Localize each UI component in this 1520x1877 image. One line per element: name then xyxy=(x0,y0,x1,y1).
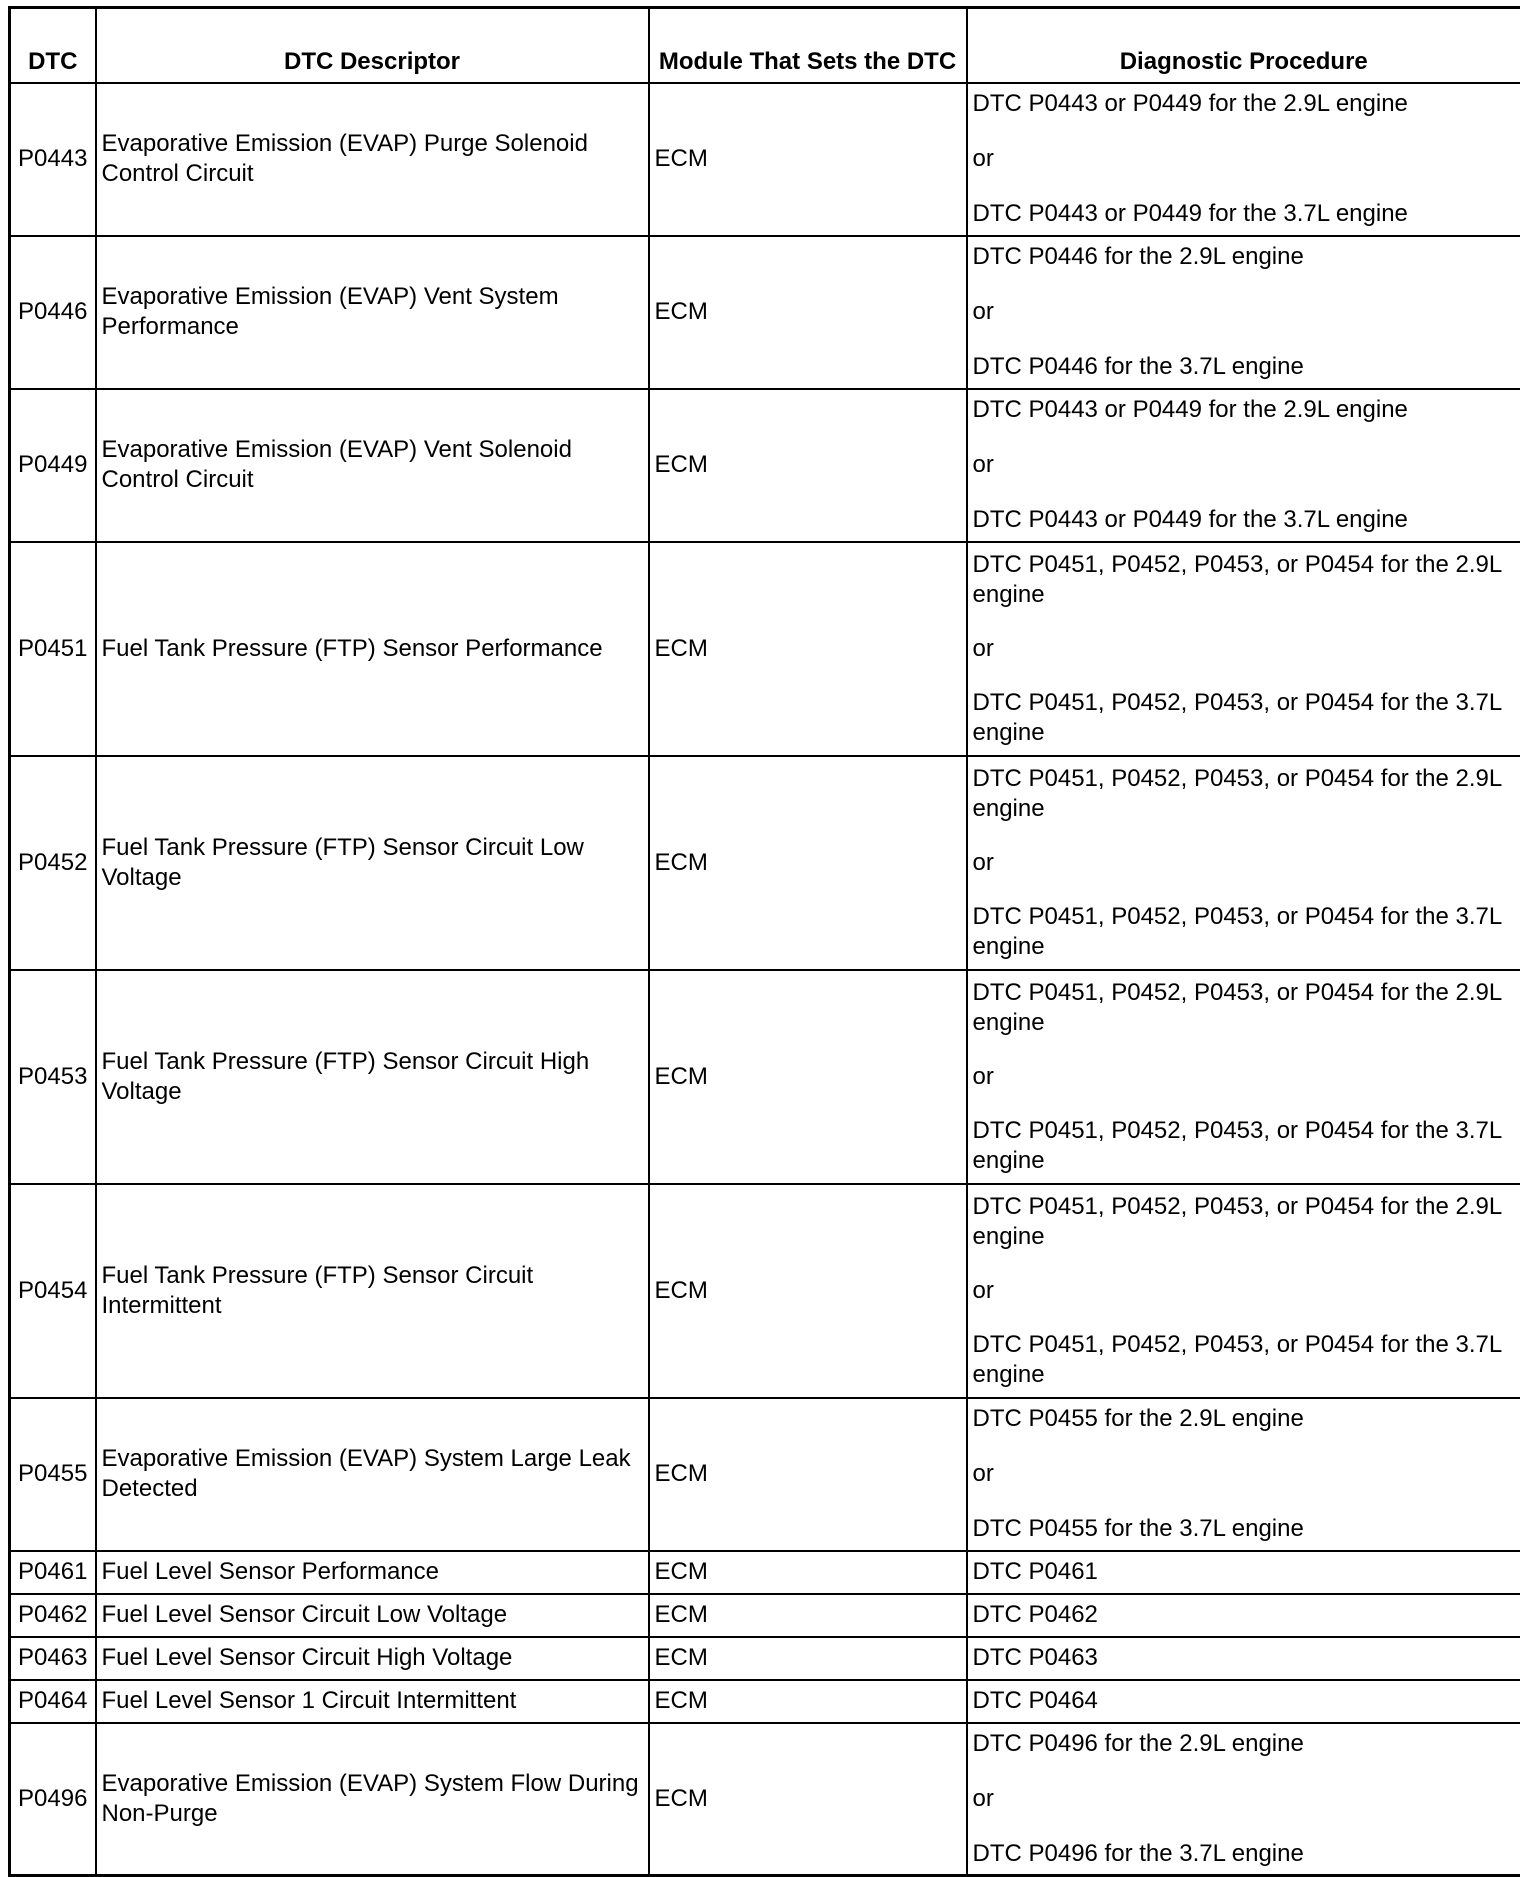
module: ECM xyxy=(649,542,967,756)
dtc-descriptor: Fuel Tank Pressure (FTP) Sensor Performance xyxy=(96,542,649,756)
dtc-code: P0446 xyxy=(10,236,96,389)
table-row xyxy=(10,236,1520,389)
procedure-link[interactable]: DTC P0451, P0452, P0453, or P0454 for the 2.9L engine xyxy=(973,764,1516,824)
procedure-link[interactable]: DTC P0455 for the 3.7L engine xyxy=(973,1514,1516,1544)
dtc-descriptor: Fuel Tank Pressure (FTP) Sensor Circuit Intermittent xyxy=(96,1184,649,1398)
procedure-link[interactable]: DTC P0463 xyxy=(967,1637,1520,1680)
table-row xyxy=(10,1594,1520,1637)
module: ECM xyxy=(649,756,967,970)
dtc-descriptor: Fuel Level Sensor Circuit High Voltage xyxy=(96,1637,649,1680)
procedure-or: or xyxy=(973,450,1516,480)
table-row xyxy=(10,83,1520,236)
dtc-descriptor: Fuel Tank Pressure (FTP) Sensor Circuit High Voltage xyxy=(96,970,649,1184)
diagnostic-procedure xyxy=(967,389,1520,542)
procedure-or: or xyxy=(973,144,1516,174)
dtc-descriptor: Evaporative Emission (EVAP) System Large Leak Detected xyxy=(96,1398,649,1551)
procedure-link[interactable]: DTC P0451, P0452, P0453, or P0454 for the 3.7L engine xyxy=(973,1116,1516,1176)
table-row xyxy=(10,1723,1520,1876)
table-row xyxy=(10,1551,1520,1594)
dtc-code: P0453 xyxy=(10,970,96,1184)
dtc-descriptor: Fuel Level Sensor Circuit Low Voltage xyxy=(96,1594,649,1637)
table-row xyxy=(10,1184,1520,1398)
module: ECM xyxy=(649,1594,967,1637)
dtc-descriptor: Evaporative Emission (EVAP) Vent System Performance xyxy=(96,236,649,389)
dtc-code: P0443 xyxy=(10,83,96,236)
diagnostic-procedure xyxy=(967,83,1520,236)
table-row xyxy=(10,756,1520,970)
diagnostic-procedure xyxy=(967,1398,1520,1551)
diagnostic-procedure xyxy=(967,236,1520,389)
module: ECM xyxy=(649,1184,967,1398)
dtc-code: P0461 xyxy=(10,1551,96,1594)
dtc-code: P0455 xyxy=(10,1398,96,1551)
procedure-link[interactable]: DTC P0446 for the 2.9L engine xyxy=(973,242,1516,272)
table-row xyxy=(10,1398,1520,1551)
module: ECM xyxy=(649,1723,967,1876)
dtc-descriptor: Evaporative Emission (EVAP) System Flow During Non-Purge xyxy=(96,1723,649,1876)
header-descriptor: DTC Descriptor xyxy=(96,8,649,83)
procedure-link[interactable]: DTC P0443 or P0449 for the 2.9L engine xyxy=(973,395,1516,425)
diagnostic-procedure xyxy=(967,970,1520,1184)
procedure-link[interactable]: DTC P0451, P0452, P0453, or P0454 for the 2.9L engine xyxy=(973,978,1516,1038)
procedure-link[interactable]: DTC P0451, P0452, P0453, or P0454 for the 2.9L engine xyxy=(973,1192,1516,1252)
header-procedure: Diagnostic Procedure xyxy=(967,8,1520,83)
procedure-link[interactable]: DTC P0496 for the 2.9L engine xyxy=(973,1729,1516,1759)
header-row xyxy=(10,8,1520,83)
dtc-code: P0452 xyxy=(10,756,96,970)
procedure-link[interactable]: DTC P0443 or P0449 for the 3.7L engine xyxy=(973,199,1516,229)
procedure-link[interactable]: DTC P0443 or P0449 for the 3.7L engine xyxy=(973,505,1516,535)
procedure-link[interactable]: DTC P0462 xyxy=(967,1594,1520,1637)
table-row xyxy=(10,389,1520,542)
procedure-or: or xyxy=(973,1784,1516,1814)
procedure-or: or xyxy=(973,848,1516,878)
dtc-code: P0496 xyxy=(10,1723,96,1876)
dtc-descriptor: Evaporative Emission (EVAP) Purge Solenoid Control Circuit xyxy=(96,83,649,236)
diagnostic-procedure xyxy=(967,756,1520,970)
module: ECM xyxy=(649,236,967,389)
procedure-link[interactable]: DTC P0455 for the 2.9L engine xyxy=(973,1404,1516,1434)
table-row xyxy=(10,970,1520,1184)
procedure-link[interactable]: DTC P0451, P0452, P0453, or P0454 for the 3.7L engine xyxy=(973,1330,1516,1390)
table-row xyxy=(10,542,1520,756)
table-row xyxy=(10,1637,1520,1680)
dtc-code: P0463 xyxy=(10,1637,96,1680)
procedure-or: or xyxy=(973,634,1516,664)
dtc-code: P0462 xyxy=(10,1594,96,1637)
procedure-link[interactable]: DTC P0451, P0452, P0453, or P0454 for the 3.7L engine xyxy=(973,688,1516,748)
procedure-link[interactable]: DTC P0443 or P0449 for the 2.9L engine xyxy=(973,89,1516,119)
procedure-link[interactable]: DTC P0451, P0452, P0453, or P0454 for the 3.7L engine xyxy=(973,902,1516,962)
module: ECM xyxy=(649,389,967,542)
procedure-link[interactable]: DTC P0496 for the 3.7L engine xyxy=(973,1839,1516,1869)
module: ECM xyxy=(649,1551,967,1594)
procedure-or: or xyxy=(973,1062,1516,1092)
procedure-or: or xyxy=(973,1276,1516,1306)
header-module: Module That Sets the DTC xyxy=(649,8,967,83)
dtc-code: P0464 xyxy=(10,1680,96,1723)
module: ECM xyxy=(649,83,967,236)
dtc-descriptor: Fuel Level Sensor 1 Circuit Intermittent xyxy=(96,1680,649,1723)
dtc-descriptor: Evaporative Emission (EVAP) Vent Solenoid Control Circuit xyxy=(96,389,649,542)
table-row xyxy=(10,1680,1520,1723)
dtc-code: P0449 xyxy=(10,389,96,542)
dtc-descriptor: Fuel Level Sensor Performance xyxy=(96,1551,649,1594)
diagnostic-procedure xyxy=(967,1723,1520,1876)
procedure-or: or xyxy=(973,297,1516,327)
procedure-link[interactable]: DTC P0451, P0452, P0453, or P0454 for the 2.9L engine xyxy=(973,550,1516,610)
procedure-or: or xyxy=(973,1459,1516,1489)
module: ECM xyxy=(649,970,967,1184)
procedure-link[interactable]: DTC P0446 for the 3.7L engine xyxy=(973,352,1516,382)
module: ECM xyxy=(649,1398,967,1551)
module: ECM xyxy=(649,1637,967,1680)
diagnostic-procedure xyxy=(967,542,1520,756)
dtc-code: P0451 xyxy=(10,542,96,756)
diagnostic-procedure xyxy=(967,1184,1520,1398)
procedure-link[interactable]: DTC P0464 xyxy=(967,1680,1520,1723)
module: ECM xyxy=(649,1680,967,1723)
dtc-code: P0454 xyxy=(10,1184,96,1398)
dtc-table xyxy=(8,6,1520,1877)
dtc-descriptor: Fuel Tank Pressure (FTP) Sensor Circuit Low Voltage xyxy=(96,756,649,970)
procedure-link[interactable]: DTC P0461 xyxy=(967,1551,1520,1594)
header-dtc: DTC xyxy=(10,8,96,83)
